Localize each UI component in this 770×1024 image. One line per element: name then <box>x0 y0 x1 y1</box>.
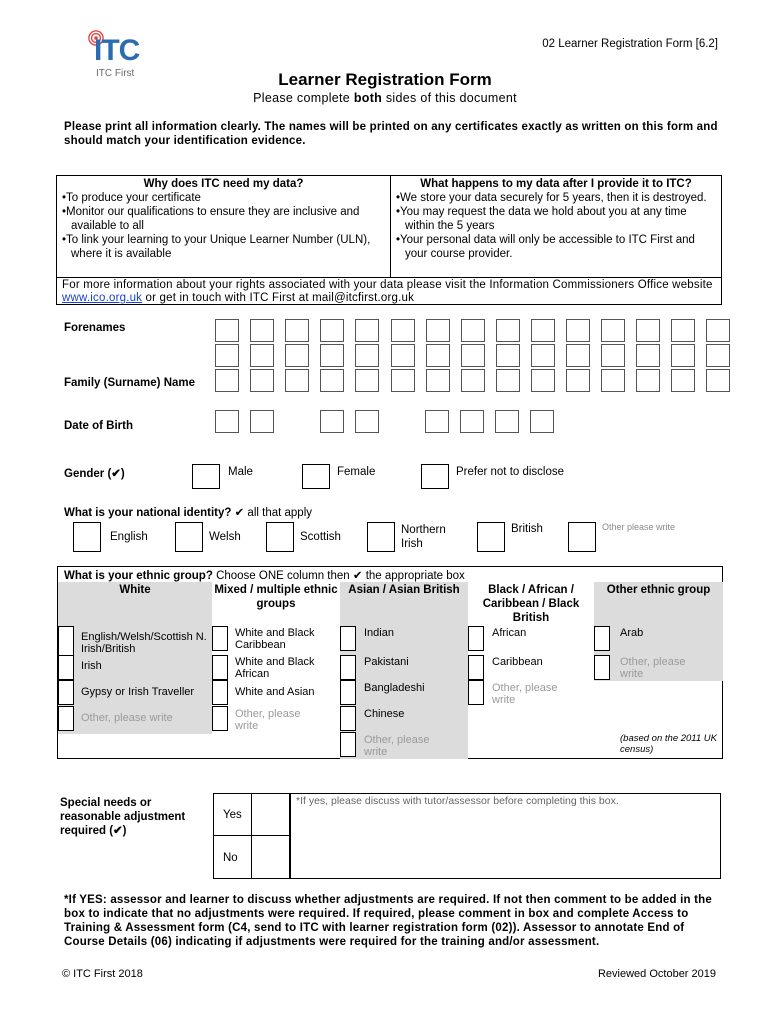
forename-char-box[interactable] <box>601 344 625 367</box>
dob-label: Date of Birth <box>64 420 133 432</box>
ethnic-question: What is your ethnic group? Choose ONE column then ✔ the appropriate box <box>64 570 465 582</box>
eth-mixed-other-checkbox[interactable] <box>212 706 228 731</box>
nationality-british-label: British <box>511 523 543 535</box>
eth-black-african-checkbox[interactable] <box>468 626 484 651</box>
forename-char-box[interactable] <box>285 344 309 367</box>
no-label: No <box>223 852 238 864</box>
forename-char-box[interactable] <box>320 319 344 342</box>
forename-char-box[interactable] <box>496 344 520 367</box>
eth-other-arab-checkbox[interactable] <box>594 626 610 651</box>
nationality-question: What is your national identity? ✔ all that apply <box>64 507 313 519</box>
why-item: • To produce your certificate <box>62 191 385 205</box>
forename-char-box[interactable] <box>566 344 590 367</box>
gender-label: Gender (✔) <box>64 468 125 480</box>
gender-male-checkbox[interactable] <box>192 464 220 489</box>
forename-char-box[interactable] <box>391 319 415 342</box>
dob-char-box[interactable] <box>495 410 519 433</box>
eth-white-irish-checkbox[interactable] <box>58 655 74 680</box>
surname-char-box[interactable] <box>706 369 730 392</box>
col-other: Other ethnic group <box>606 584 711 596</box>
forename-char-box[interactable] <box>671 344 695 367</box>
logo-sub: ITC First <box>96 68 135 79</box>
eth-mixed-caribbean-checkbox[interactable] <box>212 626 228 651</box>
nationality-welsh-checkbox[interactable] <box>175 522 203 552</box>
eth-black-other-checkbox[interactable] <box>468 680 484 705</box>
eth-other-other-label: Other, please write <box>620 656 686 680</box>
eth-white-british-label: English/Welsh/Scottish N. Irish/British <box>81 631 207 655</box>
eth-white-traveller-label: Gypsy or Irish Traveller <box>81 686 195 698</box>
col-asian: Asian / Asian British <box>348 584 460 596</box>
ethnic-group-table <box>57 566 723 759</box>
eth-mixed-other-label: Other, please write <box>235 708 301 732</box>
forename-char-box[interactable] <box>285 319 309 342</box>
eth-asian-other-label: Other, please write <box>364 734 430 758</box>
surname-char-box[interactable] <box>566 369 590 392</box>
dob-char-box[interactable] <box>355 410 379 433</box>
eth-mixed-asian-checkbox[interactable] <box>212 680 228 705</box>
adjustment-comment-box[interactable] <box>290 793 721 879</box>
why-data-heading: Why does ITC need my data? <box>143 178 304 190</box>
special-needs-yes-no <box>213 793 290 879</box>
forename-char-box[interactable] <box>215 344 239 367</box>
forename-char-box[interactable] <box>496 319 520 342</box>
forename-char-box[interactable] <box>671 319 695 342</box>
logo-text: ITC <box>94 34 140 67</box>
what-item: • Your personal data will only be accessible to ITC First and your course provider. <box>396 233 716 261</box>
eth-asian-indian-checkbox[interactable] <box>340 626 356 651</box>
adjustment-footnote: *If YES: assessor and learner to discuss whether adjustments are required. If not then comment to be added in the box to indicate that no adjustments were required. If required, please comment in box and complete Access to Training & Assessment form (C4, send to ITC with learner registration form (02)). Assessor to annotate End of Course Details (06) indicating if adjustments were required for the training and/or assessment. <box>64 894 713 948</box>
page-subtitle: Please complete both sides of this document <box>253 91 517 105</box>
forenames-label: Forenames <box>64 322 126 334</box>
forename-char-box[interactable] <box>566 319 590 342</box>
nationality-other-label: Other please write <box>602 522 676 532</box>
surname-char-box[interactable] <box>496 369 520 392</box>
info-footer: For more information about your rights associated with your data please visit the Information Commissioners Office website www.ico.org.uk or get in touch with ITC First at mail@itcfirst.org.uk <box>57 277 721 305</box>
forename-char-box[interactable] <box>250 319 274 342</box>
gender-male-label: Male <box>228 466 253 478</box>
surname-char-box[interactable] <box>285 369 309 392</box>
gender-female-checkbox[interactable] <box>302 464 330 489</box>
forename-char-box[interactable] <box>706 319 730 342</box>
surname-char-box[interactable] <box>426 369 450 392</box>
surname-char-box[interactable] <box>355 369 379 392</box>
forename-char-box[interactable] <box>355 344 379 367</box>
eth-asian-indian-label: Indian <box>364 627 394 639</box>
eth-black-caribbean-checkbox[interactable] <box>468 655 484 680</box>
eth-mixed-african-label: White and Black African <box>235 656 315 680</box>
col-mixed: Mixed / multiple ethnic groups <box>214 584 338 610</box>
nationality-northern-irish-checkbox[interactable] <box>367 522 395 552</box>
forename-char-box[interactable] <box>636 319 660 342</box>
dob-char-box[interactable] <box>250 410 274 433</box>
dob-char-box[interactable] <box>215 410 239 433</box>
dob-char-box[interactable] <box>460 410 484 433</box>
dob-char-box[interactable] <box>530 410 554 433</box>
dob-char-box[interactable] <box>425 410 449 433</box>
gender-female-label: Female <box>337 466 376 478</box>
forename-char-box[interactable] <box>601 319 625 342</box>
page-title: Learner Registration Form <box>278 70 492 89</box>
nationality-northern-irish-label: Northern Irish <box>401 524 446 550</box>
surname-char-box[interactable] <box>250 369 274 392</box>
nationality-english-checkbox[interactable] <box>73 522 101 552</box>
surname-char-box[interactable] <box>461 369 485 392</box>
eth-black-caribbean-label: Caribbean <box>492 656 543 668</box>
what-happens-heading: What happens to my data after I provide it to ITC? <box>420 178 692 190</box>
surname-char-box[interactable] <box>320 369 344 392</box>
forename-char-box[interactable] <box>426 344 450 367</box>
eth-white-traveller-checkbox[interactable] <box>58 680 74 705</box>
nationality-scottish-checkbox[interactable] <box>266 522 294 552</box>
eth-white-other-checkbox[interactable] <box>58 706 74 731</box>
special-needs-no-checkbox[interactable] <box>252 836 289 878</box>
eth-asian-bangladeshi-checkbox[interactable] <box>340 680 356 705</box>
eth-asian-chinese-checkbox[interactable] <box>340 706 356 731</box>
eth-mixed-caribbean-label: White and Black Caribbean <box>235 627 315 651</box>
forename-char-box[interactable] <box>636 344 660 367</box>
copyright: © ITC First 2018 <box>62 968 143 980</box>
why-item: • To link your learning to your Unique Learner Number (ULN), where it is available <box>62 233 385 261</box>
eth-asian-bangladeshi-label: Bangladeshi <box>364 682 425 694</box>
forename-char-box[interactable] <box>461 319 485 342</box>
eth-asian-other-checkbox[interactable] <box>340 732 356 757</box>
forename-char-box[interactable] <box>706 344 730 367</box>
what-item: • You may request the data we hold about you at any time within the 5 years <box>396 205 716 233</box>
forename-char-box[interactable] <box>250 344 274 367</box>
instructions: Please print all information clearly. The names will be printed on any certificates exactly as written on this form and should match your identification evidence. <box>64 121 718 147</box>
census-note: (based on the 2011 UK census) <box>620 733 718 755</box>
forename-char-box[interactable] <box>355 319 379 342</box>
ico-link[interactable]: www.ico.org.uk <box>62 292 143 304</box>
data-info-box <box>56 175 722 305</box>
surname-char-box[interactable] <box>215 369 239 392</box>
surname-label: Family (Surname) Name <box>64 377 196 389</box>
forename-char-box[interactable] <box>391 344 415 367</box>
reviewed-date: Reviewed October 2019 <box>597 968 716 980</box>
forename-char-box[interactable] <box>461 344 485 367</box>
nationality-other-checkbox[interactable] <box>568 522 596 552</box>
nationality-welsh-label: Welsh <box>209 531 241 543</box>
dob-char-box[interactable] <box>320 410 344 433</box>
what-item: • We store your data securely for 5 years, then it is destroyed. <box>396 191 716 205</box>
eth-black-african-label: African <box>492 627 527 639</box>
surname-char-box[interactable] <box>531 369 555 392</box>
forename-char-box[interactable] <box>531 319 555 342</box>
gender-undisclosed-label: Prefer not to disclose <box>456 466 565 478</box>
nationality-scottish-label: Scottish <box>300 531 341 543</box>
forename-char-box[interactable] <box>320 344 344 367</box>
forename-char-box[interactable] <box>215 319 239 342</box>
eth-asian-pakistani-label: Pakistani <box>364 656 409 668</box>
nationality-english-label: English <box>110 531 148 543</box>
eth-other-other-checkbox[interactable] <box>594 655 610 680</box>
form-reference: 02 Learner Registration Form [6.2] <box>542 38 718 50</box>
surname-char-box[interactable] <box>671 369 695 392</box>
yes-label: Yes <box>223 809 242 821</box>
what-happens-column <box>391 176 721 277</box>
why-item: • Monitor our qualifications to ensure they are inclusive and available to all <box>62 205 385 233</box>
forename-char-box[interactable] <box>531 344 555 367</box>
eth-asian-chinese-label: Chinese <box>364 708 405 720</box>
col-white: White <box>119 584 151 596</box>
special-needs-yes-checkbox[interactable] <box>252 794 289 836</box>
comment-hint: *If yes, please discuss with tutor/assessor before completing this box. <box>296 795 619 807</box>
eth-asian-pakistani-checkbox[interactable] <box>340 655 356 680</box>
forename-char-box[interactable] <box>426 319 450 342</box>
eth-white-irish-label: Irish <box>81 660 102 672</box>
eth-mixed-african-checkbox[interactable] <box>212 655 228 680</box>
eth-mixed-asian-label: White and Asian <box>235 686 315 698</box>
surname-char-box[interactable] <box>601 369 625 392</box>
why-data-column <box>57 176 391 277</box>
surname-char-box[interactable] <box>391 369 415 392</box>
col-black: Black / African / Caribbean / Black British <box>482 584 580 624</box>
surname-char-box[interactable] <box>636 369 660 392</box>
eth-black-other-label: Other, please write <box>492 682 558 706</box>
nationality-british-checkbox[interactable] <box>477 522 505 552</box>
eth-other-arab-label: Arab <box>620 627 644 639</box>
special-needs-label: Special needs or reasonable adjustment required (✔) <box>60 797 186 837</box>
eth-white-other-label: Other, please write <box>81 712 173 724</box>
gender-undisclosed-checkbox[interactable] <box>421 464 449 489</box>
